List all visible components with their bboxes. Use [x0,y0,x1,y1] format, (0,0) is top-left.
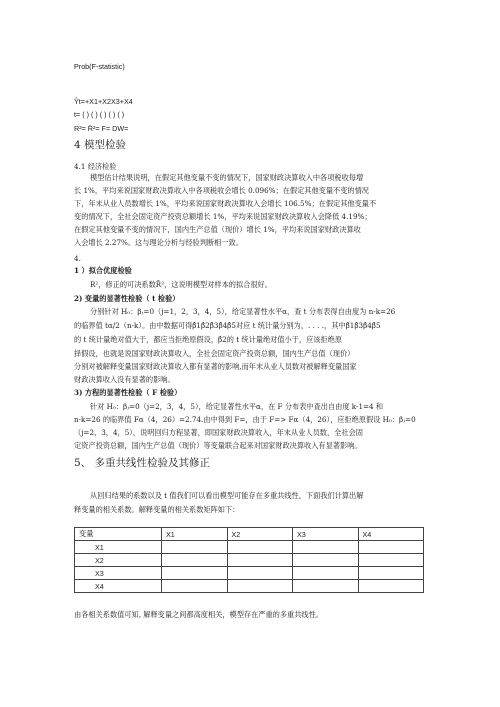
table-cell [358,580,424,593]
table-header-cell: X2 [227,528,293,541]
subsection-4-2-number: 4. [74,254,81,263]
t-test-paragraph-line: 分别对被解释变量国家财政决算收入都有显著的影响,而年末从业人员数对被解释变量国家 [74,362,357,371]
table-cell [162,580,228,593]
f-test-paragraph-line: 定资产投资总额，国内生产总值（现价）等变量联合起来对国家财政决算收入有显著影响。 [74,441,362,450]
regression-equation: Ŷt=+X1+X2X3+X4 [74,97,133,106]
economic-test-paragraph-line: 长 1%，平均来说国家财政决算收入中各项税收会增长 0.096%；在假定其他变量不变的情况 [74,186,369,195]
f-test-title: 3) 方程的显著性检验（ F 检验） [74,388,182,397]
table-row [75,580,424,593]
f-test-paragraph-line: n-k=26 的临界值 Fα（4，26）=2.74.由中得到 F=，由于 F=> Fα（4，26），应拒绝原假设 H₀：βⱼ=0 [74,415,416,424]
economic-test-paragraph-line: 下，年末从业人员数增长 1%，平均来说国家财政决算收入会增长 106.5%；在假定其他变量不 [74,199,377,208]
goodness-of-fit-title: 1 ）拟合优度检验 [74,266,132,275]
t-test-paragraph-line: 的 t 统计量绝对值大于，都应当拒绝原假设，β̂2的 t 统计量绝对值小于，应该拒绝原 [74,335,343,344]
section-5-title: 5、 多重共线性检验及其修正 [74,457,211,469]
t-test-paragraph-line: 分别针对 H₀：βⱼ=0（j=1，2，3，4，5），给定显著性水平α，查 t 分布表得自由度为 n-k=26 [90,307,396,316]
table-header-cell: X3 [293,528,359,541]
table-cell [293,567,359,580]
table-header-cell: X1 [162,528,228,541]
table-cell [293,541,359,554]
table-cell [358,541,424,554]
table-row [75,567,424,580]
table-cell [358,567,424,580]
table-cell [227,554,293,567]
prob-f-statistic-label: Prob(F-statistic) [74,62,125,71]
economic-test-paragraph-line: 入会增长 2.27%。这与理论分析与经验判断相一致。 [74,238,243,247]
table-row-label: X1 [75,541,162,554]
table-cell [162,554,228,567]
t-statistics-line: t= ( ) ( ) ( ) ( ) ( ) [74,110,125,119]
table-cell [293,580,359,593]
table-cell [227,541,293,554]
table-cell [162,567,228,580]
multicollinearity-conclusion: 由各相关系数值可知, 解释变量之间都高度相关，模型存在严重的多重共线性。 [74,610,323,619]
table-row [75,541,424,554]
t-test-paragraph-line: 择假设，也就是说国家财政决算收入，全社会固定资产投资总额，国内生产总值（现价） [74,349,355,358]
f-test-paragraph-line: （j=2，3，4，5），说明回归方程显著，即国家财政决算收入，年末从业人员数，全社会固 [74,428,363,437]
t-test-paragraph-line: 的临界值 tα/2（n-k）。由中数据可得β̂1β̂2β̂3β̂4β̂5对应 t 统计量分别为，. . . .，其中β̂1β̂3β̂4β̂5 [74,321,381,330]
subsection-4-1-title: 4.1 经济检验 [74,162,117,171]
multicollinearity-intro-line: 释变量的相关系数。解释变量的相关系数矩阵如下： [74,505,240,514]
correlation-matrix-table [74,527,424,593]
table-cell [358,554,424,567]
r-squared-line: R²= R̄²= F= DW= [74,124,129,133]
table-header-cell: X4 [358,528,424,541]
table-cell [227,580,293,593]
table-row-label: X3 [75,567,162,580]
table-cell [293,554,359,567]
t-test-title: 2) 变量的显著性检验（ t 检验） [74,294,180,303]
table-cell [227,567,293,580]
t-test-paragraph-line: 财政决算收入没有显著的影响。 [74,375,175,384]
economic-test-paragraph-line: 在假定其他变量不变的情况下，国内生产总值（现价）增长 1%，平均来说国家财政决算收 [74,225,361,234]
table-row-label: X2 [75,554,162,567]
table-header-cell: 变量 [75,528,162,541]
multicollinearity-intro-line: 从回归结果的系数以及 t 值我们可以看出模型可能存在多重共线性，下面我们计算出解 [90,491,364,500]
economic-test-paragraph-line: 变的情况下，全社会固定资产投资总额增长 1%，平均来说国家财政决算收入会降低 4.19%； [74,212,372,221]
table-row [75,554,424,567]
section-4-title: 4 模型检验 [74,139,127,151]
goodness-of-fit-text: R²，修正的可决系数R̄²，这说明模型对样本的拟合很好。 [90,280,272,289]
table-row-label: X4 [75,580,162,593]
economic-test-paragraph-line: 模型估计结果说明，在假定其他变量不变的情况下，国家财政决算收入中各项税收每增 [90,173,364,182]
table-cell [162,541,228,554]
table-header-row [75,528,424,541]
f-test-paragraph-line: 针对 H₀：βⱼ=0（j=2，3，4，5），给定显著性水平α，在 F 分布表中查出自由度 k-1=4 和 [90,402,384,411]
